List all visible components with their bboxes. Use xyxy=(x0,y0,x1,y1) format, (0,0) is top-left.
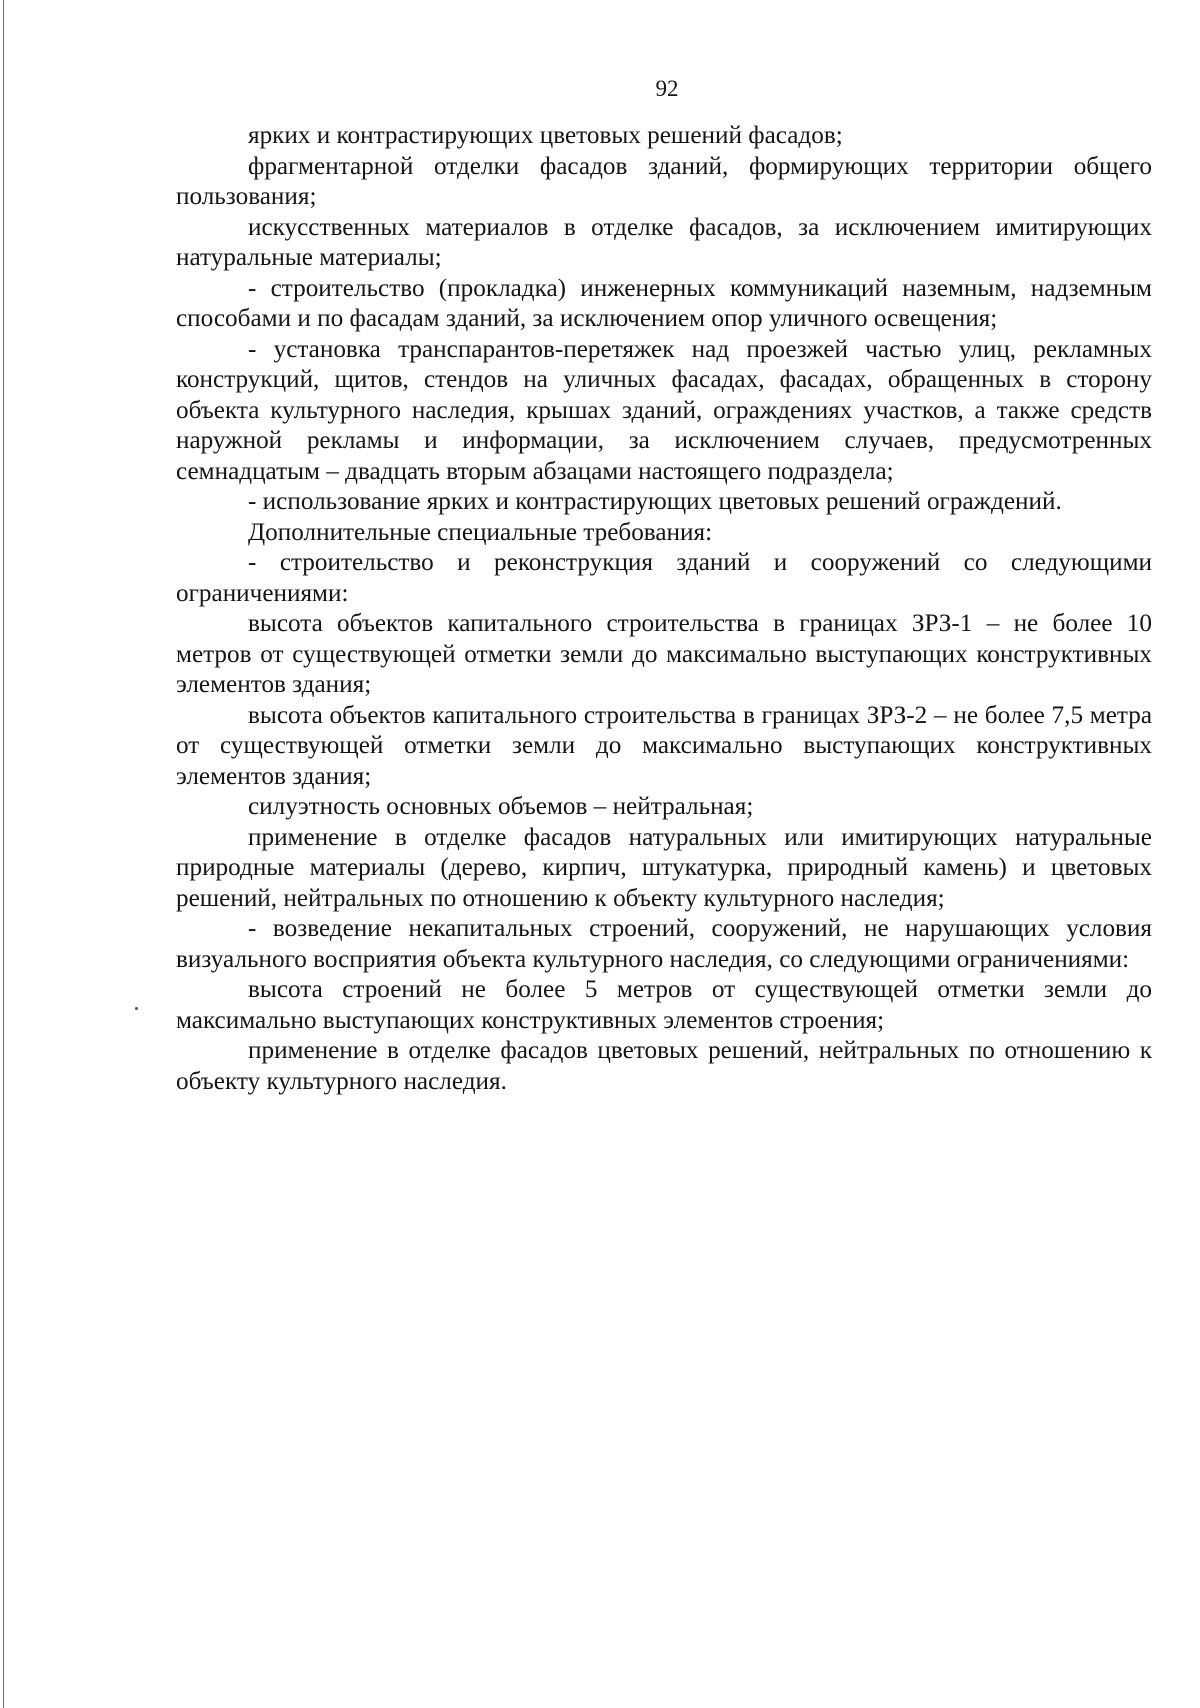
scan-edge-line xyxy=(3,0,4,1708)
paragraph: - строительство и реконструкция зданий и сооружений со следующими ограничениями: xyxy=(176,549,1152,607)
paragraph: фрагментарной отделки фасадов зданий, формирующих территории общего пользования; xyxy=(176,152,1152,210)
paragraph: ярких и контрастирующих цветовых решений фасадов; xyxy=(248,122,843,149)
paragraph: силуэтность основных объемов – нейтральная; xyxy=(248,793,754,820)
paragraph: - строительство (прокладка) инженерных коммуникаций наземным, надземным способами и по фасадам зданий, за исключением опор уличного освещения; xyxy=(176,274,1152,332)
paragraph: применение в отделке фасадов натуральных или имитирующих натуральные природные материалы (дерево, кирпич, штукатурка, природный камень) и цветовых решений, нейтральных по отношению к объекту культурного наследия; xyxy=(176,823,1152,912)
paragraph: Дополнительные специальные требования: xyxy=(248,518,713,546)
paragraph: - возведение некапитальных строений, сооружений, не нарушающих условия визуального восприятия объекта культурного наследия, со следующими ограничениями: xyxy=(176,915,1152,973)
paragraph: искусственных материалов в отделке фасадов, за исключением имитирующих натуральные материалы; xyxy=(176,213,1152,271)
paragraph: высота объектов капитального строительства в границах ЗРЗ-1 – не более 10 метров от существующей отметки земли до максимально выступающих конструктивных элементов здания; xyxy=(176,610,1152,698)
scan-speck xyxy=(135,1007,138,1010)
paragraph: применение в отделке фасадов цветовых решений, нейтральных по отношению к объекту культурного наследия. xyxy=(176,1037,1152,1095)
paragraph: высота строений не более 5 метров от существующей отметки земли до максимально выступающих конструктивных элементов строения; xyxy=(176,976,1152,1034)
paragraph: - установка транспарантов-перетяжек над проезжей частью улиц, рекламных конструкций, щитов, стендов на уличных фасадах, фасадах, обращенных в сторону объекта культурного наследия, крышах зданий, ограждениях участков, а также средств наружной рекламы и информации, за исключением случаев, предусмотренных семнадцатым – двадцать вторым абзацами настоящего подраздела; xyxy=(176,335,1152,485)
page-number: 92 xyxy=(655,76,679,101)
paragraph: - использование ярких и контрастирующих цветовых решений ограждений. xyxy=(248,488,1062,515)
paragraph: высота объектов капитального строительства в границах ЗРЗ-2 – не более 7,5 метра от существующей отметки земли до максимально выступающих конструктивных элементов здания; xyxy=(176,701,1152,790)
document-body xyxy=(176,121,1152,1097)
